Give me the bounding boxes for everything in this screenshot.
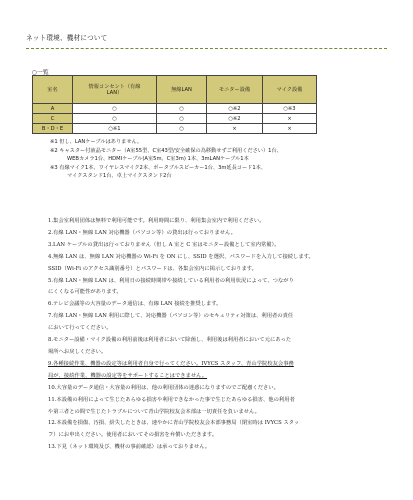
rule-line: 8.モニター設備・マイク設備の利用前後は利用者において除菌し、利用後は利用者において元にあった xyxy=(48,337,292,344)
rule-line: SSID（Wi-Fi のアクセス識別番号）とパスワードは、各集会室内に掲示しております。 xyxy=(48,265,257,272)
table-row xyxy=(33,104,317,114)
row-room-a: A xyxy=(33,104,73,114)
rule-line: 3.LAN ケーブルの貸出は行っておりません（但し A 室と C 室はモニター設備として室内常備）。 xyxy=(48,241,280,248)
table-cell: ○ xyxy=(73,104,157,114)
rule-line: 5.有線 LAN・無線 LAN は、利用日の接続時間帯や接続している利用者の利用状況によって、つながり xyxy=(48,277,294,284)
table-cell: ○※2 xyxy=(207,104,263,114)
rule-line-highlight: 局が、接続作業、機器の設定等をサポートすることはできません。 xyxy=(48,372,208,379)
rule-line: において行ってください。 xyxy=(48,325,112,332)
header-wired-lan: 情報コンセント（有線LAN） xyxy=(73,76,157,104)
row-room-bde: B・D・E xyxy=(33,124,73,134)
rule-line: 場所へお戻しください。 xyxy=(48,348,107,355)
footnote-line: ※2 キャスター付液晶モニター（A室55型、C室43型/安全確保の為移動せずご利用ください）1台、 xyxy=(50,147,282,154)
footnote-line: ※3 有線マイク1本、ワイヤレスマイク2本、ポータブルスピーカー1台、3m延長コード1本、 xyxy=(50,164,267,171)
header-wireless-lan: 無線LAN xyxy=(157,76,207,104)
table-row xyxy=(33,124,317,134)
usage-rules xyxy=(48,216,393,454)
table-row xyxy=(33,114,317,124)
header-room: 室名 xyxy=(33,76,73,104)
table-header-row xyxy=(33,76,317,104)
row-room-c: C xyxy=(33,114,73,124)
rule-line: にくくなる可能性があります。 xyxy=(48,289,122,296)
table-cell: ○ xyxy=(157,104,207,114)
table-cell: ○※3 xyxy=(263,104,317,114)
rule-line: フ）にお申出ください。使用者においてその損害を弁償いただきます。 xyxy=(48,432,218,439)
header-monitor: モニター設備 xyxy=(207,76,263,104)
rule-line: 6.テレビ会議等の大容量のデータ通信は、有線 LAN 接続を推奨します。 xyxy=(48,301,222,308)
footnotes xyxy=(50,138,390,181)
footnote-line: WEBカメラ1台、HDMIケーブル(A室5m、C室3m) 1本、3mLANケーブル1本 xyxy=(67,156,249,163)
rule-line: や第三者との間で生じたトラブルについて青山学院校友会本部は一切責任を負いません。 xyxy=(48,408,260,415)
title-divider xyxy=(26,48,387,49)
section-label: ○一覧 xyxy=(32,70,49,76)
table-cell: × xyxy=(263,114,317,124)
footnote-line: マイクスタンド1台、卓上マイクスタンド2台 xyxy=(67,173,172,180)
rule-line-highlight: 9.各種接続作業、機器の設定等は利用者自身で行ってください。IVYCS スタッフ、青山学院校友会事務 xyxy=(48,360,294,367)
rule-line: 11.本設備の利用によって生じたあらゆる損害や利用できなかった事で生じたあらゆる損害、他の利用者 xyxy=(48,396,295,403)
table-cell: ○※2 xyxy=(207,114,263,124)
page-title: ネット環境、機材について xyxy=(26,34,108,42)
table-cell: ○ xyxy=(157,114,207,124)
rule-line: 1.集会室利用団体は無料で利用可能です。利用時間に限り、利用集会室内で利用ください。 xyxy=(48,218,265,224)
header-mic: マイク設備 xyxy=(263,76,317,104)
table-cell: ○ xyxy=(157,124,207,134)
rule-line: 13.下見（ネット環境及び、機材の事前確認）は承っておりません。 xyxy=(48,444,211,451)
rule-line: 7.有線 LAN・無線 LAN 利用に際して、対応機器（パソコン等）のセキュリティ対策は、利用者の責任 xyxy=(48,313,294,320)
rule-line: 12.本設備を損傷、汚損、紛失したときは、速やかに青山学院校友会本部事務局（閉室時は IVYCS スタッ xyxy=(48,420,300,427)
table-cell: × xyxy=(263,124,317,134)
footnote-line: ※1 但し、LANケーブルはありません。 xyxy=(50,139,143,145)
table-cell: × xyxy=(207,124,263,134)
rule-line: 4.無線 LAN は、無線 LAN 対応機器の Wi-Fi を ON にし、SSID を選択、パスワードを入力して接続します。 xyxy=(48,253,314,260)
table-cell: ○※1 xyxy=(73,124,157,134)
rule-line: 2.有線 LAN・無線 LAN 対応機器（パソコン等）の貸出は行っておりません。 xyxy=(48,229,236,236)
rule-line: 10.大容量のデータ通信・大容量の利用は、他の利用団体の迷惑になりますのでご配慮ください。 xyxy=(48,384,279,391)
equipment-table xyxy=(32,75,317,134)
table-cell: ○ xyxy=(73,114,157,124)
